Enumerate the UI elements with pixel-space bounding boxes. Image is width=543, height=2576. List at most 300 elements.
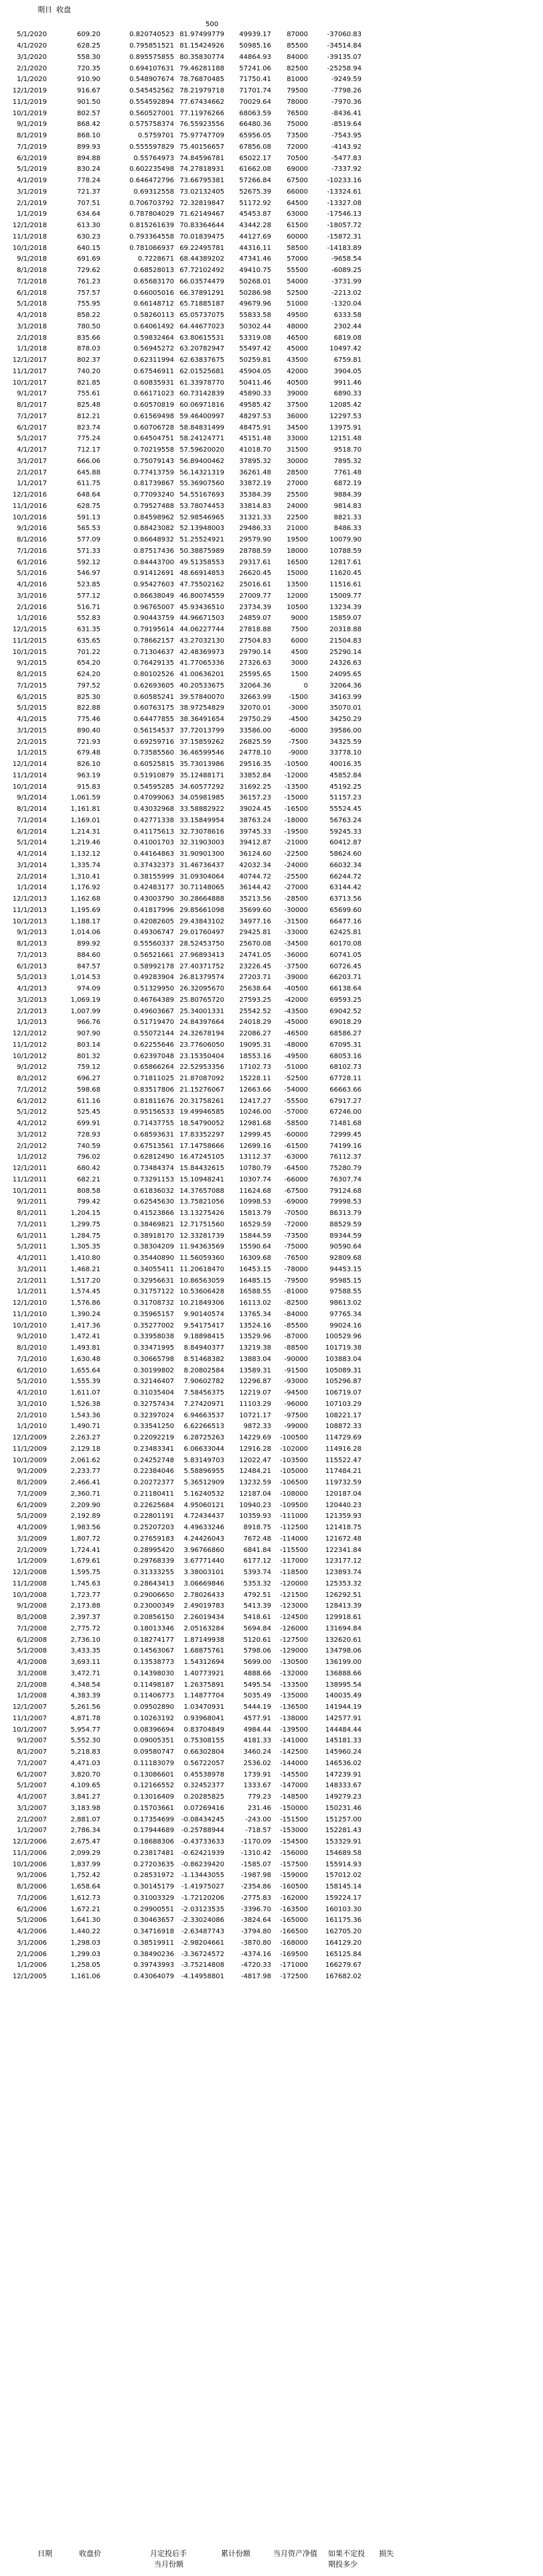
cell-asset-value: 19095.31 bbox=[239, 1041, 271, 1049]
cell-invested: -145500 bbox=[280, 1770, 308, 1779]
cell-monthly-shares: 0.27203635 bbox=[133, 1860, 174, 1868]
table-row bbox=[0, 254, 543, 265]
cell-date: 9/1/2011 bbox=[17, 1198, 47, 1206]
cell-close: 1,195.69 bbox=[70, 906, 100, 914]
cell-asset-value: 49679.96 bbox=[239, 300, 271, 308]
cell-invested: -69000 bbox=[284, 1198, 308, 1206]
cell-close: 1,641.30 bbox=[70, 1917, 100, 1925]
cell-monthly-shares: 0.56945272 bbox=[133, 345, 174, 353]
cell-close: 1,983.56 bbox=[70, 1524, 100, 1532]
cell-spacer bbox=[362, 658, 543, 669]
cell-cumulative-shares: 5.16240532 bbox=[183, 1490, 224, 1498]
cell-monthly-shares: 0.62397048 bbox=[133, 1052, 174, 1060]
cell-invested: -105000 bbox=[280, 1468, 308, 1476]
cell-cumulative-shares: 44.06227744 bbox=[179, 626, 224, 634]
cell-monthly-shares: 0.13016409 bbox=[133, 1793, 174, 1801]
cell-asset-value: 25016.61 bbox=[239, 581, 271, 589]
cell-asset-value: 13232.59 bbox=[239, 1479, 271, 1487]
cell-cumulative-shares: 75.40156657 bbox=[179, 143, 224, 151]
cell-close: 5,218.83 bbox=[70, 1748, 100, 1756]
cell-date: 7/1/2007 bbox=[17, 1759, 47, 1767]
cell-asset-value: 70029.64 bbox=[239, 98, 271, 106]
cell-date: 10/1/2017 bbox=[12, 379, 47, 387]
cell-monthly-shares: 0.68528013 bbox=[133, 267, 174, 275]
cell-difference: 69042.52 bbox=[329, 1007, 362, 1015]
cell-cumulative-shares: 29.01760497 bbox=[179, 929, 224, 937]
cell-cumulative-shares: 0.20285825 bbox=[183, 1793, 224, 1801]
cell-invested: -18000 bbox=[284, 816, 308, 824]
cell-invested: -126000 bbox=[280, 1624, 308, 1632]
cell-cumulative-shares: 6.06633044 bbox=[183, 1445, 224, 1453]
cell-close: 624.20 bbox=[77, 671, 100, 679]
cell-date: 11/1/2007 bbox=[12, 1714, 47, 1722]
table-row bbox=[0, 984, 543, 995]
cell-asset-value: 12484.21 bbox=[239, 1468, 271, 1476]
cell-monthly-shares: 0.55764973 bbox=[133, 154, 174, 162]
cell-invested: 9000 bbox=[291, 615, 308, 623]
table-row bbox=[0, 400, 543, 411]
cell-close: 5,261.56 bbox=[70, 1703, 100, 1712]
cell-invested: 75000 bbox=[287, 121, 308, 129]
table-row bbox=[0, 1500, 543, 1511]
table-row bbox=[0, 1702, 543, 1714]
data-table-body bbox=[0, 29, 543, 1983]
table-row bbox=[0, 535, 543, 546]
table-row bbox=[0, 1421, 543, 1433]
cell-asset-value: 44127.69 bbox=[239, 233, 271, 241]
cell-close: 613.30 bbox=[77, 222, 100, 230]
cell-cumulative-shares: -0.25788944 bbox=[181, 1827, 224, 1835]
cell-invested: -93000 bbox=[284, 1378, 308, 1386]
cell-spacer bbox=[362, 1590, 543, 1601]
cell-difference: 12297.53 bbox=[329, 412, 362, 420]
cell-asset-value: 29425.81 bbox=[239, 929, 271, 937]
cell-spacer bbox=[362, 1769, 543, 1781]
cell-difference: 114729.69 bbox=[325, 1434, 362, 1442]
cell-spacer bbox=[362, 176, 543, 187]
cell-asset-value: 65956.05 bbox=[239, 132, 271, 140]
cell-monthly-shares: 0.10263192 bbox=[133, 1714, 174, 1722]
cell-monthly-shares: 0.20856150 bbox=[133, 1614, 174, 1622]
cell-asset-value: 31321.33 bbox=[239, 513, 271, 521]
cell-monthly-shares: 0.09005351 bbox=[133, 1737, 174, 1745]
initial-row bbox=[0, 20, 543, 29]
cell-asset-value: 26620.45 bbox=[239, 570, 271, 578]
cell-cumulative-shares: 4.49633246 bbox=[183, 1524, 224, 1532]
cell-cumulative-shares: 9.18898415 bbox=[183, 1333, 224, 1341]
cell-spacer bbox=[362, 243, 543, 254]
cell-difference: 122341.84 bbox=[325, 1546, 362, 1554]
cell-date: 4/1/2016 bbox=[17, 581, 47, 589]
cell-asset-value: -2775.83 bbox=[241, 1894, 271, 1902]
cell-close: 1,214.31 bbox=[70, 828, 100, 836]
cell-cumulative-shares: 27.96893413 bbox=[179, 951, 224, 959]
table-footer bbox=[0, 2547, 543, 2573]
cell-spacer bbox=[362, 1814, 543, 1825]
cell-asset-value: 50268.01 bbox=[239, 277, 271, 285]
cell-invested: 28500 bbox=[287, 468, 308, 476]
cell-invested: -45000 bbox=[284, 1019, 308, 1027]
cell-date: 4/1/2011 bbox=[17, 1254, 47, 1263]
table-row bbox=[0, 1175, 543, 1186]
cell-cumulative-shares: 14.37657088 bbox=[179, 1187, 224, 1195]
cell-cumulative-shares: 65.05737075 bbox=[179, 312, 224, 320]
cell-close: 2,192.89 bbox=[70, 1512, 100, 1521]
cell-close: 1,611.07 bbox=[70, 1389, 100, 1397]
cell-cumulative-shares: 38.36491654 bbox=[179, 716, 224, 724]
cell-asset-value: 24859.07 bbox=[239, 615, 271, 623]
cell-monthly-shares: 0.27659183 bbox=[133, 1535, 174, 1543]
cell-spacer bbox=[362, 1410, 543, 1421]
cell-spacer bbox=[362, 1579, 543, 1590]
cell-spacer bbox=[362, 1029, 543, 1040]
cell-date: 1/1/2007 bbox=[17, 1827, 47, 1835]
cell-cumulative-shares: -4.14958801 bbox=[181, 1973, 224, 1981]
cell-asset-value: 50259.81 bbox=[239, 357, 271, 365]
cell-cumulative-shares: 24.32678194 bbox=[179, 1030, 224, 1038]
cell-invested: -136500 bbox=[280, 1703, 308, 1712]
cell-invested: -9000 bbox=[288, 749, 308, 757]
cell-asset-value: 12417.27 bbox=[239, 1097, 271, 1105]
table-row bbox=[0, 1848, 543, 1860]
table-row bbox=[0, 1029, 543, 1040]
cell-cumulative-shares: 13.75821056 bbox=[179, 1198, 224, 1206]
cell-cumulative-shares: 1.40773921 bbox=[183, 1669, 224, 1677]
cell-monthly-shares: 0.694107631 bbox=[129, 64, 174, 72]
cell-monthly-shares: 0.58260113 bbox=[133, 312, 174, 320]
cell-difference: 39586.00 bbox=[329, 726, 362, 734]
cell-spacer bbox=[362, 467, 543, 478]
cell-date: 7/1/2016 bbox=[17, 547, 47, 555]
cell-monthly-shares: 0.33471995 bbox=[133, 1344, 174, 1352]
cell-date: 1/1/2010 bbox=[17, 1423, 47, 1431]
cell-close: 966.76 bbox=[77, 1019, 100, 1027]
cell-cumulative-shares: 46.80074559 bbox=[179, 592, 224, 600]
cell-difference: 123177.12 bbox=[325, 1557, 362, 1565]
table-row bbox=[0, 97, 543, 109]
cell-difference: 34250.29 bbox=[329, 716, 362, 724]
table-row bbox=[0, 871, 543, 883]
cell-close: 1,723.77 bbox=[70, 1591, 100, 1599]
cell-date: 5/1/2016 bbox=[17, 570, 47, 578]
cell-monthly-shares: 0.31035404 bbox=[133, 1389, 174, 1397]
cell-cumulative-shares: 54.55167693 bbox=[179, 491, 224, 499]
column-header-date: 期日 bbox=[37, 5, 52, 14]
cell-asset-value: 16113.02 bbox=[239, 1299, 271, 1307]
table-row bbox=[0, 1332, 543, 1343]
cell-close: 2,061.62 bbox=[70, 1456, 100, 1464]
cell-monthly-shares: 0.67546911 bbox=[133, 367, 174, 375]
cell-monthly-shares: 0.33541250 bbox=[133, 1423, 174, 1431]
cell-close: 2,129.18 bbox=[70, 1445, 100, 1453]
cell-close: 628.75 bbox=[77, 502, 100, 510]
cell-cumulative-shares: -2.33024086 bbox=[181, 1917, 224, 1925]
cell-spacer bbox=[362, 1927, 543, 1938]
cell-close: 894.88 bbox=[77, 154, 100, 162]
cell-invested: -72000 bbox=[284, 1220, 308, 1228]
cell-close: 1,169.01 bbox=[70, 816, 100, 824]
cell-asset-value: 57266.84 bbox=[239, 177, 271, 185]
cell-monthly-shares: 0.76429135 bbox=[133, 659, 174, 667]
cell-close: 516.71 bbox=[77, 603, 100, 611]
cell-asset-value: 33586.00 bbox=[239, 726, 271, 734]
cell-cumulative-shares: 65.71885187 bbox=[179, 300, 224, 308]
cell-invested: -108000 bbox=[280, 1490, 308, 1498]
cell-date: 5/1/2011 bbox=[17, 1243, 47, 1251]
cell-cumulative-shares: 23.77606050 bbox=[179, 1041, 224, 1049]
cell-close: 701.22 bbox=[77, 648, 100, 656]
cell-monthly-shares: 0.68593631 bbox=[133, 1131, 174, 1139]
table-row bbox=[0, 625, 543, 636]
cell-date: 12/1/2011 bbox=[12, 1165, 47, 1173]
cell-asset-value: 12296.87 bbox=[239, 1378, 271, 1386]
cell-cumulative-shares: 62.63837675 bbox=[179, 357, 224, 365]
cell-spacer bbox=[362, 568, 543, 580]
cell-difference: 121359.93 bbox=[325, 1512, 362, 1521]
cell-close: 1,595.75 bbox=[70, 1569, 100, 1577]
cell-close: 1,543.36 bbox=[70, 1411, 100, 1419]
table-row bbox=[0, 1972, 543, 1983]
cell-cumulative-shares: 55.36907560 bbox=[179, 480, 224, 488]
table-row bbox=[0, 781, 543, 793]
cell-asset-value: 35213.56 bbox=[239, 895, 271, 903]
cell-difference: 79124.68 bbox=[329, 1187, 362, 1195]
cell-monthly-shares: 0.86648932 bbox=[133, 536, 174, 544]
cell-date: 4/1/2007 bbox=[17, 1793, 47, 1801]
cell-invested: 1500 bbox=[291, 671, 308, 679]
cell-difference: 149279.23 bbox=[325, 1793, 362, 1801]
table-row bbox=[0, 613, 543, 625]
table-row bbox=[0, 771, 543, 782]
cell-difference: 9884.39 bbox=[333, 491, 362, 499]
cell-asset-value: 28788.59 bbox=[239, 547, 271, 555]
cell-cumulative-shares: -0.08434245 bbox=[181, 1815, 224, 1823]
cell-monthly-shares: 0.60706728 bbox=[133, 424, 174, 432]
cell-monthly-shares: 0.47099063 bbox=[133, 794, 174, 802]
cell-cumulative-shares: 28.52453750 bbox=[179, 940, 224, 948]
table-row bbox=[0, 344, 543, 355]
cell-asset-value: 37895.32 bbox=[239, 457, 271, 465]
cell-spacer bbox=[362, 703, 543, 714]
cell-difference: 132620.61 bbox=[325, 1636, 362, 1644]
cell-invested: 24000 bbox=[287, 502, 308, 510]
table-row bbox=[0, 411, 543, 423]
cell-monthly-shares: 0.28643413 bbox=[133, 1580, 174, 1588]
cell-monthly-shares: 0.15703661 bbox=[133, 1804, 174, 1812]
cell-spacer bbox=[362, 1309, 543, 1321]
cell-close: 1,630.48 bbox=[70, 1355, 100, 1363]
cell-close: 1,258.05 bbox=[70, 1961, 100, 1970]
cell-monthly-shares: 0.14398030 bbox=[133, 1669, 174, 1677]
cell-monthly-shares: 0.35277002 bbox=[133, 1322, 174, 1330]
cell-monthly-shares: 0.41523866 bbox=[133, 1210, 174, 1218]
cell-monthly-shares: 0.31003329 bbox=[133, 1894, 174, 1902]
cell-spacer bbox=[362, 478, 543, 490]
cell-cumulative-shares: 81.15424926 bbox=[179, 42, 224, 50]
footer-gain-line1: 月定投后手 bbox=[150, 2549, 187, 2558]
cell-difference: 9814.83 bbox=[333, 502, 362, 510]
cell-date: 3/1/2013 bbox=[17, 996, 47, 1004]
cell-invested: -24000 bbox=[284, 861, 308, 869]
cell-asset-value: 16588.55 bbox=[239, 1288, 271, 1296]
cell-invested: -111000 bbox=[280, 1512, 308, 1521]
cell-monthly-shares: 0.83517806 bbox=[133, 1086, 174, 1094]
cell-cumulative-shares: 1.14877704 bbox=[183, 1692, 224, 1700]
cell-monthly-shares: 0.59832464 bbox=[133, 334, 174, 342]
cell-difference: 94453.15 bbox=[329, 1265, 362, 1273]
cell-monthly-shares: 0.60835931 bbox=[133, 379, 174, 387]
table-row bbox=[0, 1859, 543, 1870]
cell-date: 5/1/2020 bbox=[17, 31, 47, 39]
cell-monthly-shares: 0.13086601 bbox=[133, 1770, 174, 1779]
cell-difference: 66244.72 bbox=[329, 873, 362, 881]
cell-close: 4,383.39 bbox=[70, 1692, 100, 1700]
cell-spacer bbox=[362, 1972, 543, 1983]
table-row bbox=[0, 1792, 543, 1803]
cell-monthly-shares: 0.23817481 bbox=[133, 1849, 174, 1857]
cell-cumulative-shares: 78.21979718 bbox=[179, 87, 224, 95]
table-row bbox=[0, 74, 543, 86]
cell-monthly-shares: 0.64477855 bbox=[133, 716, 174, 724]
cell-date: 1/1/2012 bbox=[17, 1153, 47, 1161]
cell-difference: 65699.60 bbox=[329, 906, 362, 914]
cell-spacer bbox=[362, 1107, 543, 1118]
cell-cumulative-shares: -2.03123535 bbox=[181, 1905, 224, 1913]
cell-difference: 71481.68 bbox=[329, 1120, 362, 1128]
cell-spacer bbox=[362, 916, 543, 927]
cell-difference: 10079.90 bbox=[329, 536, 362, 544]
cell-date: 11/1/2009 bbox=[12, 1445, 47, 1453]
cell-monthly-shares: 0.22384046 bbox=[133, 1468, 174, 1476]
table-row bbox=[0, 1118, 543, 1130]
cell-spacer bbox=[362, 1175, 543, 1186]
cell-date: 5/1/2019 bbox=[17, 166, 47, 174]
table-row bbox=[0, 1781, 543, 1792]
cell-asset-value: 49585.42 bbox=[239, 401, 271, 409]
cell-spacer bbox=[362, 1803, 543, 1815]
cell-spacer bbox=[362, 1870, 543, 1882]
cell-date: 9/1/2009 bbox=[17, 1468, 47, 1476]
cell-difference: -5477.83 bbox=[331, 154, 362, 162]
cell-date: 3/1/2010 bbox=[17, 1400, 47, 1408]
table-row bbox=[0, 367, 543, 378]
table-row bbox=[0, 927, 543, 939]
cell-monthly-shares: 0.575758374 bbox=[129, 121, 174, 129]
cell-cumulative-shares: 8.84940377 bbox=[183, 1344, 224, 1352]
cell-date: 1/1/2017 bbox=[17, 480, 47, 488]
cell-date: 10/1/2016 bbox=[12, 513, 47, 521]
cell-date: 11/1/2010 bbox=[12, 1310, 47, 1318]
cell-asset-value: 34977.16 bbox=[239, 917, 271, 925]
cell-close: 3,693.11 bbox=[70, 1659, 100, 1667]
cell-difference: 108221.17 bbox=[325, 1411, 362, 1419]
table-row bbox=[0, 1927, 543, 1938]
cell-monthly-shares: 0.815261639 bbox=[129, 222, 174, 230]
cell-spacer bbox=[362, 1265, 543, 1276]
cell-close: 802.57 bbox=[77, 109, 100, 117]
cell-invested: -90000 bbox=[284, 1355, 308, 1363]
cell-asset-value: 45904.05 bbox=[239, 367, 271, 375]
cell-spacer bbox=[362, 1163, 543, 1175]
cell-difference: 121418.75 bbox=[325, 1524, 362, 1532]
cell-date: 4/1/2009 bbox=[17, 1524, 47, 1532]
cell-monthly-shares: 0.38918170 bbox=[133, 1232, 174, 1240]
table-row bbox=[0, 703, 543, 714]
cell-date: 1/1/2015 bbox=[17, 749, 47, 757]
cell-monthly-shares: 0.22625684 bbox=[133, 1501, 174, 1509]
cell-close: 1,555.39 bbox=[70, 1378, 100, 1386]
cell-asset-value: 45890.33 bbox=[239, 390, 271, 398]
cell-cumulative-shares: 19.49946585 bbox=[179, 1108, 224, 1116]
cell-spacer bbox=[362, 512, 543, 523]
cell-date: 1/1/2020 bbox=[17, 76, 47, 84]
cell-asset-value: -1170.09 bbox=[241, 1838, 271, 1846]
table-row bbox=[0, 63, 543, 74]
cell-monthly-shares: 0.29900551 bbox=[133, 1905, 174, 1913]
cell-date: 6/1/2006 bbox=[17, 1905, 47, 1913]
footer-value-line1: 当月资产净值 bbox=[273, 2549, 317, 2558]
cell-date: 4/1/2013 bbox=[17, 985, 47, 993]
table-row bbox=[0, 860, 543, 872]
cell-spacer bbox=[362, 1904, 543, 1915]
cell-date: 1/1/2009 bbox=[17, 1557, 47, 1565]
cell-invested: -139500 bbox=[280, 1726, 308, 1734]
cell-invested: 70500 bbox=[287, 154, 308, 162]
cell-asset-value: 16453.15 bbox=[239, 1265, 271, 1273]
cell-date: 9/1/2010 bbox=[17, 1333, 47, 1341]
cell-cumulative-shares: 31.46736437 bbox=[179, 861, 224, 869]
cell-cumulative-shares: 26.32095670 bbox=[179, 985, 224, 993]
cell-spacer bbox=[362, 97, 543, 109]
cell-difference: 100529.96 bbox=[325, 1333, 362, 1341]
cell-difference: -25258.94 bbox=[327, 64, 362, 72]
cell-asset-value: 52675.39 bbox=[239, 188, 271, 196]
cell-difference: -39135.07 bbox=[327, 53, 362, 61]
cell-asset-value: 10359.93 bbox=[239, 1512, 271, 1521]
cell-invested: -97500 bbox=[284, 1411, 308, 1419]
table-row bbox=[0, 1185, 543, 1197]
cell-monthly-shares: 0.78662157 bbox=[133, 637, 174, 645]
cell-invested: -123000 bbox=[280, 1602, 308, 1610]
cell-spacer bbox=[362, 411, 543, 423]
cell-difference: 20318.88 bbox=[329, 626, 362, 634]
cell-asset-value: 23226.45 bbox=[239, 962, 271, 970]
cell-invested: -58500 bbox=[284, 1120, 308, 1128]
cell-monthly-shares: 0.24252748 bbox=[133, 1456, 174, 1464]
cell-invested: 45000 bbox=[287, 345, 308, 353]
cell-monthly-shares: 0.18013346 bbox=[133, 1624, 174, 1632]
cell-close: 3,183.98 bbox=[70, 1804, 100, 1812]
cell-invested: -39000 bbox=[284, 974, 308, 982]
table-row bbox=[0, 692, 543, 703]
cell-cumulative-shares: 58.84831499 bbox=[179, 424, 224, 432]
cell-difference: 12085.42 bbox=[329, 401, 362, 409]
cell-asset-value: 32663.99 bbox=[239, 693, 271, 701]
cell-close: 778.24 bbox=[77, 177, 100, 185]
cell-invested: -48000 bbox=[284, 1041, 308, 1049]
cell-close: 591.13 bbox=[77, 513, 100, 521]
cell-difference: 101719.38 bbox=[325, 1344, 362, 1352]
cell-difference: 60741.05 bbox=[329, 951, 362, 959]
cell-close: 2,209.90 bbox=[70, 1501, 100, 1509]
cell-invested: 48000 bbox=[287, 322, 308, 330]
table-row bbox=[0, 939, 543, 950]
cell-date: 10/1/2019 bbox=[12, 109, 47, 117]
cell-spacer bbox=[362, 1646, 543, 1657]
cell-close: 634.64 bbox=[77, 210, 100, 218]
cell-invested: 3000 bbox=[291, 659, 308, 667]
cell-date: 4/1/2012 bbox=[17, 1120, 47, 1128]
